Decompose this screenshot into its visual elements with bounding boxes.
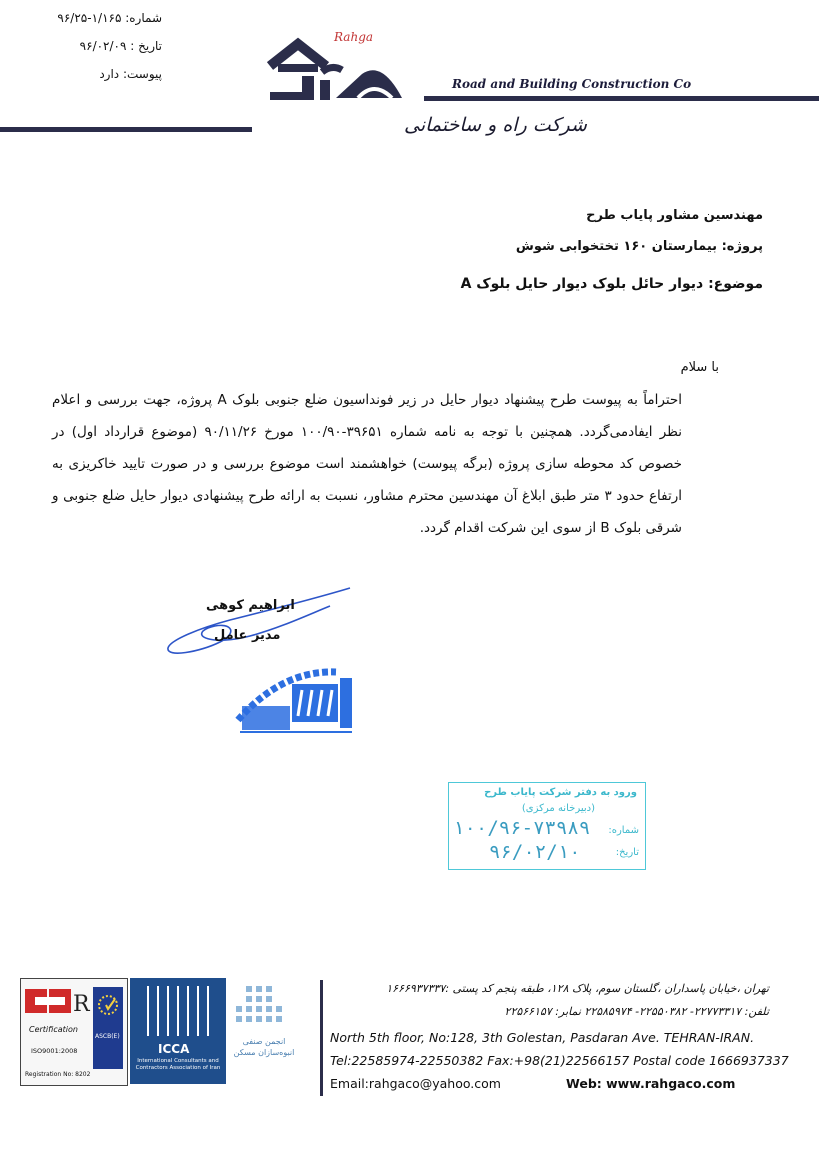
- letter-date: تاریخ : ۹۶/۰۲/۰۹: [79, 39, 162, 53]
- project-line: پروژه: بیمارستان ۱۶۰ تختخوابی شوش: [515, 239, 763, 254]
- icca-building-icon: [130, 978, 226, 1038]
- footer-divider: [320, 980, 323, 1096]
- receipt-stamp: [448, 782, 646, 870]
- letter-body: احتراماً به پیوست طرح پیشنهاد دیوار حایل در زیر فونداسیون ضلع جنوبی بلوک A پروژه، جهت بررسی و اعلام نظر ایفادمی‌گردد. همچنین با توجه به نامه شماره ۳۹۶۵۱-۱۰۰/۹۰ مورخ ۹۰/۱۱/۲۶ (موضوع قرارداد اول) در خصوص کد محوطه سازی پروژه (برگه پیوست) خواهشمند است موضوع بررسی و در صورت تایید خاکریزی به ارتفاع حدود ۳ متر طبق ابلاغ آن مهندسین محترم مشاور، نسبت به ارائه طرح پیشنهادی دیوار حایل ضلع جنوبی و شرقی بلوک B از سوی این شرکت اقدام گردد.: [52, 392, 682, 536]
- subject-line: موضوع: دیوار حائل بلوک دیوار حایل بلوک A: [460, 276, 763, 292]
- stamp-number-value: ۱۰۰/۹۶-۷۳۹۸۹: [453, 817, 591, 839]
- letter-number: شماره: ۱/۱۶۵-۹۶/۲۵: [57, 11, 162, 25]
- header-rule-left: [0, 127, 252, 132]
- cert-label: Certification: [29, 1025, 78, 1034]
- icca-label: ICCA: [158, 1042, 190, 1056]
- stamp-date-value: ۹۶/۰۲/۱۰: [489, 841, 581, 863]
- signer-title: مدیر عامل: [214, 628, 281, 643]
- footer-address-en: North 5th floor, No:128, 3th Golestan, Pasdaran Ave. TEHRAN-IRAN.: [330, 1030, 755, 1045]
- eu-stars-icon: [93, 987, 123, 1027]
- header-rule-right: [424, 96, 819, 101]
- footer-website[interactable]: Web: www.rahgaco.com: [566, 1076, 736, 1091]
- letter-attachment: پیوست: دارد: [99, 67, 162, 81]
- cert-registration: Registration No: 8202: [25, 1071, 91, 1078]
- cert-logo-icon: [25, 985, 97, 1017]
- brand-script: Rahga: [334, 30, 374, 44]
- cert-iso: ISO9001:2008: [31, 1047, 78, 1055]
- company-name-en: Road and Building Construction Co: [452, 77, 692, 91]
- handwritten-signature: [160, 580, 360, 660]
- stamp-date-label: تاریخ:: [615, 847, 639, 858]
- company-seal-icon: [232, 660, 358, 742]
- footer-contact-en: Tel:22585974-22550382 Fax:+98(21)22566157 Postal code 1666937337: [330, 1053, 789, 1068]
- letter-meta: [22, 4, 162, 88]
- svg-text:R: R: [73, 992, 90, 1017]
- greeting: با سلام: [680, 360, 719, 375]
- icca-description: International Consultants and Contractors Association of Iran: [135, 1058, 221, 1071]
- recipient: مهندسین مشاور پایاب طرح: [586, 208, 763, 223]
- signer-name: ابراهیم کوهی: [206, 598, 295, 613]
- housing-association-badge: [232, 982, 296, 1066]
- stamp-title: ورود به دفتر شرکت پایاب طرح: [484, 787, 637, 798]
- footer-phone-fa: تلفن: ۲۲۷۷۳۳۱۷- ۲۲۵۵۰۳۸۲- ۲۲۵۸۵۹۷۴ نمابر: ۲۲۵۶۶۱۵۷: [504, 1005, 769, 1018]
- iso-certificate-badge: [20, 978, 128, 1086]
- addressee-block: [363, 203, 763, 259]
- icca-badge: [130, 978, 226, 1084]
- footer-email[interactable]: Email:rahgaco@yahoo.com: [330, 1076, 501, 1091]
- footer-address-fa: تهران ،خیابان پاسداران ،گلستان سوم، پلاک ۱۲۸، طبقه پنجم کد پستی :۱۶۶۶۹۳۷۳۳۷: [386, 982, 769, 995]
- building-grid-icon: [232, 982, 292, 1032]
- ascb-badge: [93, 987, 123, 1069]
- stamp-subtitle: (دبیرخانه مرکزی): [521, 803, 595, 814]
- ascb-label: ASCB(E): [95, 1033, 120, 1040]
- stamp-number-label: شماره:: [608, 825, 639, 836]
- company-name-fa: شرکت راه و ساختمانی: [404, 114, 587, 136]
- association-label: انجمن صنفی انبوه‌سازان مسکن: [233, 1037, 295, 1057]
